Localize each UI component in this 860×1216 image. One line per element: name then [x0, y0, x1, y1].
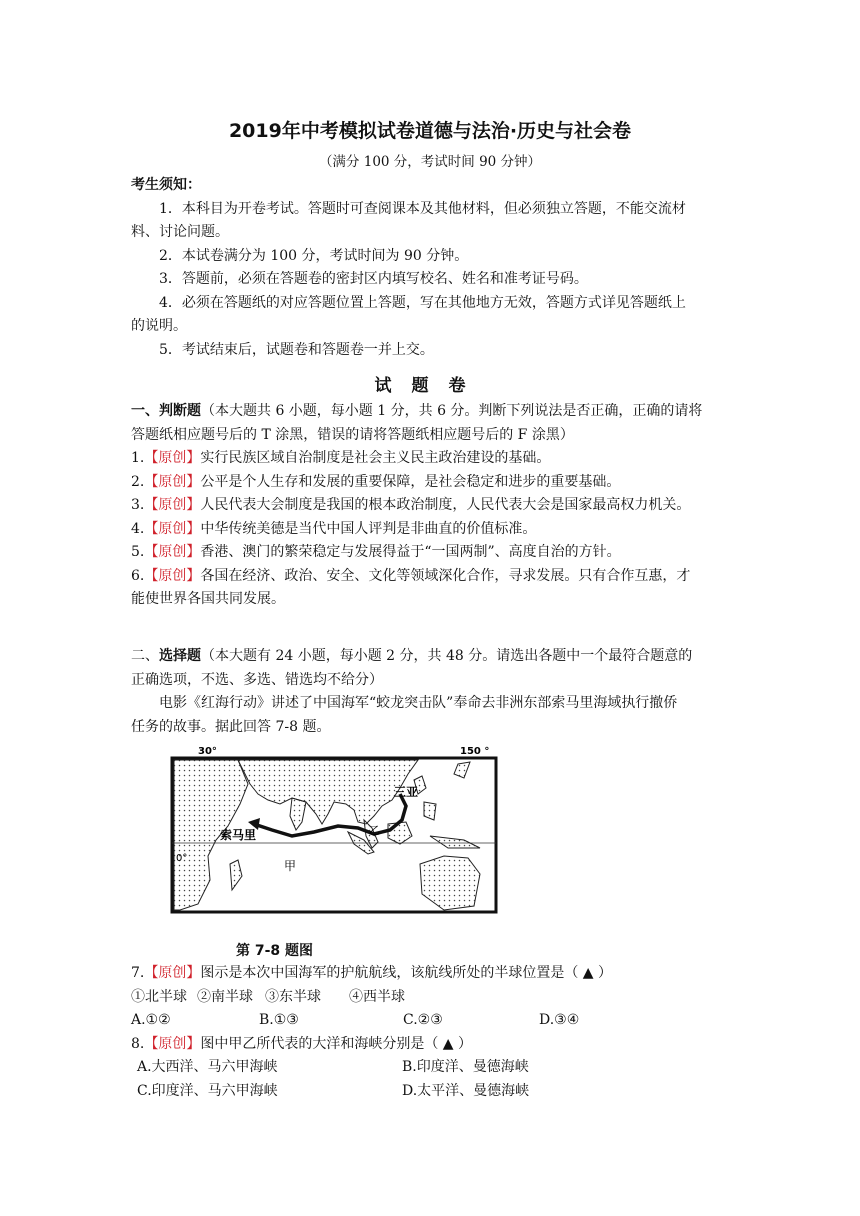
figure-caption: 第 7-8 题图: [236, 943, 314, 959]
notice-item-1: 1．本科目为开卷考试。答题时可查阅课本及其他材料，但必须独立答题，不能交流材: [159, 200, 686, 217]
question-number: 4.: [131, 520, 145, 537]
q7-option-c[interactable]: C.②③: [403, 1012, 443, 1028]
original-tag: 【原创】: [144, 544, 201, 560]
question-text: 实行民族区域自治制度是社会主义民主政治建设的基础。: [200, 450, 551, 466]
notice-item-1-cont: 料、讨论问题。: [131, 224, 229, 240]
q8-option-b[interactable]: B.印度洋、曼德海峡: [402, 1059, 529, 1075]
notice-item-3: 3．答题前，必须在答题卷的密封区内填写校名、姓名和准考证号码。: [159, 271, 588, 287]
question-text: 香港、澳门的繁荣稳定与发展得益于“一国两制”、高度自治的方针。: [200, 544, 621, 560]
q7-item-3: ③东半球: [265, 988, 321, 1005]
q7-item-2: ②南半球: [197, 988, 253, 1005]
original-tag: 【原创】: [144, 497, 201, 513]
original-tag: 【原创】: [144, 450, 201, 466]
route-map-figure: [168, 744, 508, 919]
judgment-question-5: [131, 541, 761, 565]
part2-intro: 电影《红海行动》讲述了中国海军“蛟龙突击队”奉命去非洲东部索马里海域执行撤侨: [159, 695, 678, 711]
q8-number: 8.: [131, 1035, 145, 1052]
q7-options: [131, 1009, 761, 1033]
label-yi: 乙: [369, 824, 380, 837]
question-number: 1.: [131, 450, 145, 466]
q7-number: 7.: [131, 965, 145, 981]
part1-desc-cont: 答题纸相应题号后的 T 涂黑，错误的请将答题纸相应题号后的 F 涂黑）: [131, 426, 574, 443]
part2-label: 选择题: [159, 648, 201, 664]
q7-item-4: ④西半球: [349, 988, 405, 1005]
q8-option-d[interactable]: D.太平洋、曼德海峡: [402, 1082, 530, 1099]
q7-option-a[interactable]: A.①②: [131, 1012, 171, 1028]
q8-option-a[interactable]: A.大西洋、马六甲海峡: [137, 1059, 278, 1075]
question-text: 人民代表大会制度是我国的根本政治制度，人民代表大会是国家最高权力机关。: [200, 497, 691, 513]
part1-label: 一、判断题: [131, 403, 201, 419]
judgment-question-2: [131, 471, 761, 495]
q7-items: [131, 986, 761, 1010]
notice-item-2: 2．本试卷满分为 100 分，考试时间为 90 分钟。: [159, 247, 469, 264]
part2-section: [131, 645, 761, 739]
q7-text: 图示是本次中国海军的护航航线，该航线所处的半球位置是（ ▲ ）: [200, 965, 613, 981]
judgment-question-4: [131, 518, 761, 542]
question-number: 3.: [131, 497, 145, 513]
questions-7-8: [131, 962, 761, 1103]
original-tag: 【原创】: [144, 520, 201, 537]
q7-stem: [131, 962, 761, 986]
section-heading: 试题卷: [374, 376, 486, 396]
part1-q6-cont: 能使世界各国共同发展。: [131, 591, 285, 607]
q7-tag: 【原创】: [144, 965, 201, 981]
question-text: 各国在经济、政治、安全、文化等领域深化合作，寻求发展。只有合作互惠，才: [200, 567, 691, 584]
q8-option-c[interactable]: C.印度洋、马六甲海峡: [137, 1082, 278, 1099]
label-sanya: 三亚: [394, 785, 419, 799]
q7-option-d[interactable]: D.③④: [539, 1012, 580, 1028]
label-lon-30: 30°: [198, 746, 217, 757]
q8-tag: 【原创】: [144, 1035, 201, 1052]
label-jia: 甲: [284, 859, 297, 873]
part2-prefix: 二、: [131, 648, 159, 664]
q8-stem: [131, 1033, 761, 1057]
question-number: 6.: [131, 567, 145, 584]
notice-section: [131, 174, 761, 362]
original-tag: 【原创】: [144, 567, 201, 584]
part2-intro-cont: 任务的故事。据此回答 7-8 题。: [131, 718, 331, 735]
judgment-question-1: [131, 447, 761, 471]
part1-section: [131, 400, 761, 612]
label-lon-150: 150 °: [460, 746, 490, 757]
judgment-question-6: [131, 565, 761, 589]
q8-options-row1: [131, 1056, 761, 1080]
question-number: 2.: [131, 473, 145, 490]
q8-text: 图中甲乙所代表的大洋和海峡分别是（ ▲ ）: [200, 1035, 473, 1052]
label-lat-0: 0°: [176, 853, 188, 864]
question-text: 中华传统美德是当代中国人评判是非曲直的价值标准。: [200, 520, 537, 537]
question-number: 5.: [131, 544, 145, 560]
part2-desc-cont: 正确选项，不选、多选、错选均不给分）: [131, 671, 383, 688]
page-subtitle: （满分 100 分，考试时间 90 分钟）: [318, 154, 542, 170]
notice-item-5: 5．考试结束后，试题卷和答题卷一并上交。: [159, 341, 434, 358]
page-title: 2019年中考模拟试卷道德与法治·历史与社会卷: [228, 120, 632, 142]
judgment-question-3: [131, 494, 761, 518]
notice-item-4-cont: 的说明。: [131, 318, 187, 334]
label-somalia: 索马里: [220, 828, 257, 842]
question-text: 公平是个人生存和发展的重要保障，是社会稳定和进步的重要基础。: [200, 473, 621, 490]
part1-desc: （本大题共 6 小题，每小题 1 分，共 6 分。判断下列说法是否正确，正确的请将: [201, 403, 703, 419]
part1-question-list: [131, 447, 761, 588]
notice-heading: 考生须知：: [131, 177, 201, 193]
original-tag: 【原创】: [144, 473, 201, 490]
q7-item-1: ①北半球: [131, 988, 187, 1005]
notice-item-4: 4．必须在答题纸的对应答题位置上答题，写在其他地方无效，答题方式详见答题纸上: [159, 294, 686, 311]
q7-option-b[interactable]: B.①③: [259, 1012, 299, 1028]
part2-desc: （本大题有 24 小题，每小题 2 分，共 48 分。请选出各题中一个最符合题意的: [201, 648, 693, 664]
q8-options-row2: [131, 1080, 761, 1104]
